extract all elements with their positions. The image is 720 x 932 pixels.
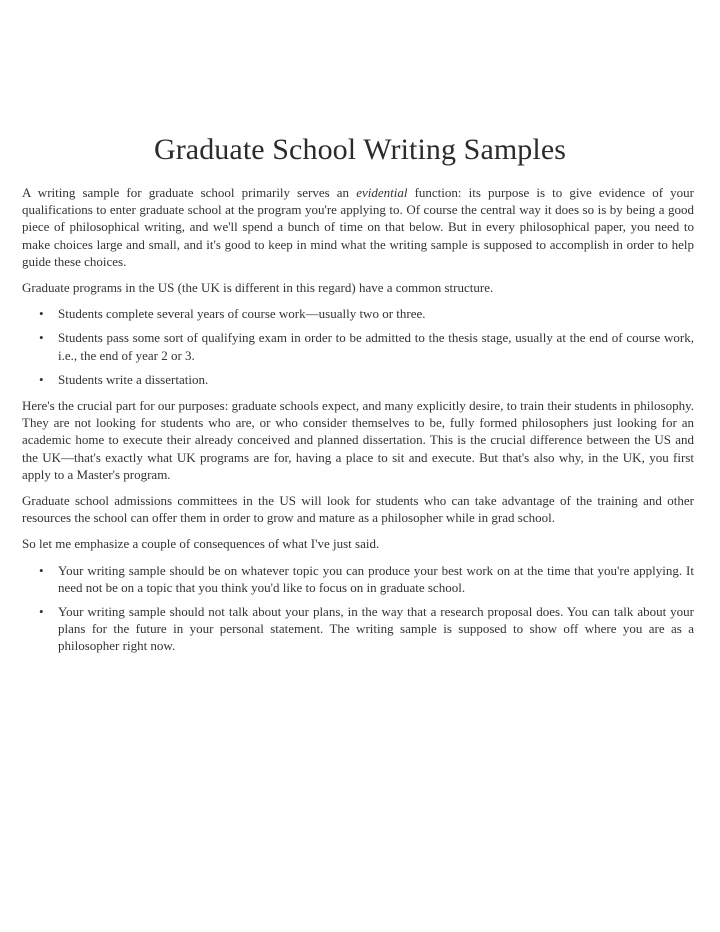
intro-emphasis: evidential [356,185,408,200]
list-item-text: Your writing sample should not talk about your plans, in the way that a research proposal does. You can talk about your plans for the future in your personal statement. The writing sample is supposed to show off where you are as a philosopher right now. [58,604,694,654]
bullet-icon: • [39,306,44,322]
list-item-text: Students pass some sort of qualifying exam in order to be admitted to the thesis stage, usually at the end of course work, i.e., the end of year 2 or 3. [58,330,694,363]
intro-text-end: function: its purpose is to give evidence of your qualifications to enter graduate school at the program you're applying to. Of course the central way it does so is by being a good piece of philosophical writing, and we'll spend a bunch of time on that below. But in every philosophical paper, you need to make choices large and small, and it's good to keep in mind what the writing sample is supposed to accomplish in order to help guide these choices. [22,185,694,269]
page-title: Graduate School Writing Samples [153,133,567,167]
list-item [22,305,694,322]
bullet-icon: • [39,371,44,387]
consequences-paragraph: So let me emphasize a couple of consequences of what I've just said. [22,536,380,552]
list-item-text: Your writing sample should be on whatever topic you can produce your best work on at the time that you're applying. It need not be on a topic that you think you'd like to focus on in graduate school. [58,562,694,595]
intro-text-start: A writing sample for graduate school primarily serves an [22,185,357,200]
bullet-icon: • [39,330,44,346]
list-item [22,329,694,363]
list-item [22,371,694,388]
structure-list [22,305,694,388]
list-item [22,562,694,596]
admissions-paragraph: Graduate school admissions committees in the US will look for students who can take advantage of the training and other resources the school can offer them in order to grow and mature as a philosopher while in grad school. [22,493,694,526]
bullet-icon: • [39,604,44,620]
crucial-part-paragraph: Here's the crucial part for our purposes: graduate schools expect, and many explicitly desire, to train their students in philosophy. They are not looking for students who are, or who consider themselves to be, fully formed philosophers just looking for an academic home to execute their already conceived and planned dissertation. This is the crucial difference between the US and the UK—that's exactly what UK programs are for, having a place to sit and execute. But that's also why, in the UK, you first apply to a Master's program. [22,398,694,482]
structure-paragraph: Graduate programs in the US (the UK is different in this regard) have a common structure. [22,280,494,296]
consequences-list [22,562,694,655]
list-item-text: Students write a dissertation. [58,371,209,387]
intro-paragraph [22,184,694,270]
list-item-text: Students complete several years of course work—usually two or three. [58,306,426,322]
bullet-icon: • [39,562,44,578]
document-body [22,184,694,664]
list-item [22,603,694,655]
